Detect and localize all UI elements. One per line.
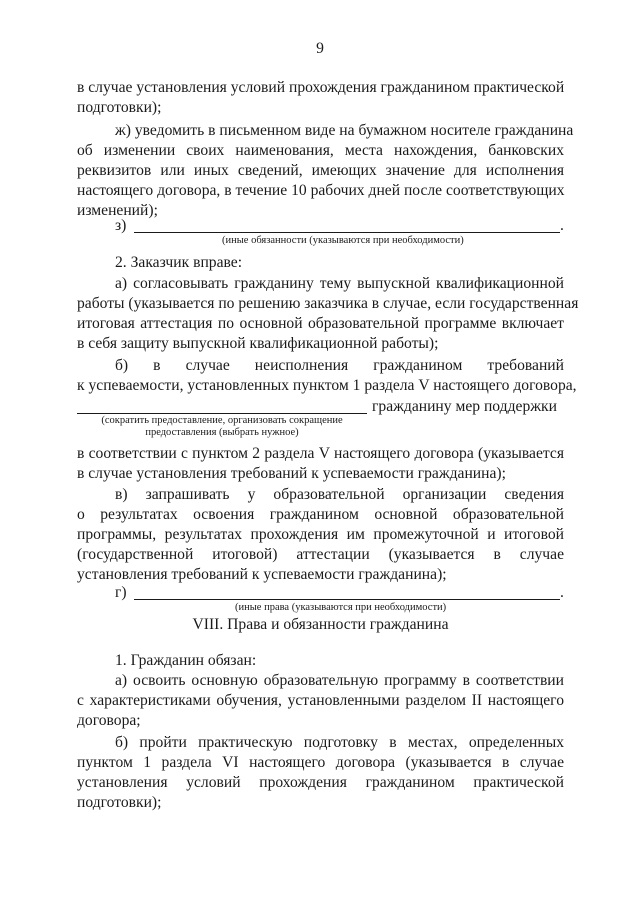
text-line: 2. Заказчик вправе: xyxy=(115,254,243,271)
section-heading: VIII. Права и обязанности гражданина xyxy=(192,616,449,633)
text-line: подготовки); xyxy=(77,794,162,811)
caption: (иные обязанности (указываются при необходимости) xyxy=(222,235,464,246)
fill-in-line xyxy=(134,232,560,233)
text-line: договора; xyxy=(77,712,141,729)
text-line: установления требований к успеваемости гражданина); xyxy=(77,566,447,583)
caption: предоставления (выбрать нужное) xyxy=(145,427,299,438)
text-line: подготовки); xyxy=(77,99,162,116)
text-line: установления условий прохождения гражданином практической xyxy=(77,774,564,791)
page-number: 9 xyxy=(316,40,324,57)
text-line: б) пройти практическую подготовку в местах, определенных xyxy=(115,734,564,751)
text-line: с характеристиками обучения, установленными разделом II настоящего xyxy=(77,692,564,709)
text-line: о результатах освоения гражданином основной образовательной xyxy=(77,506,564,523)
text-line: реквизитов или иных сведений, имеющих значение для исполнения xyxy=(77,162,564,179)
text-line: (государственной итоговой) аттестации (указывается в случае xyxy=(77,546,564,563)
text-line: к успеваемости, установленных пунктом 1 раздела V настоящего договора, xyxy=(77,377,577,394)
item-label-g: г) xyxy=(115,584,127,601)
text-line: в соответствии с пунктом 2 раздела V настоящего договора (указывается xyxy=(77,445,564,462)
text-line: в) запрашивать у образовательной организации сведения xyxy=(115,486,564,503)
text-line: об изменении своих наименования, места нахождения, банковских xyxy=(77,142,564,159)
text-line: 1. Гражданин обязан: xyxy=(115,652,257,669)
text-line: пунктом 1 раздела VI настоящего договора (указывается в случае xyxy=(77,754,564,771)
text-line: в случае установления требований к успеваемости гражданина); xyxy=(77,465,506,482)
text-line: ж) уведомить в письменном виде на бумажном носителе гражданина xyxy=(115,122,574,139)
text-line: в случае установления условий прохождения гражданином практической xyxy=(77,79,565,96)
fill-in-line xyxy=(134,599,560,600)
text-line-tail: гражданину мер поддержки xyxy=(372,398,557,415)
text-line: программы, результатах прохождения им промежуточной и итоговой xyxy=(77,526,564,543)
text-line: работы (указывается по решению заказчика в случае, если государственная xyxy=(77,295,579,312)
line-end-period: . xyxy=(560,584,564,601)
text-line: настоящего договора, в течение 10 рабочих дней после соответствующих xyxy=(77,182,565,199)
text-line: изменений); xyxy=(77,202,158,219)
text-line: а) согласовывать гражданину тему выпускной квалификационной xyxy=(115,275,564,292)
text-line: в себя защиту выпускной квалификационной работы); xyxy=(77,335,439,352)
text-line: итоговая аттестация по основной образовательной программе включает xyxy=(77,315,564,332)
line-end-period: . xyxy=(560,217,564,234)
caption: (иные права (указываются при необходимости) xyxy=(235,602,447,613)
item-label-z: з) xyxy=(115,217,127,234)
caption: (сократить предоставление, организовать сокращение xyxy=(101,415,343,426)
text-line: б) в случае неисполнения гражданином требований xyxy=(115,357,564,374)
text-line: а) освоить основную образовательную программу в соответствии xyxy=(115,672,564,689)
